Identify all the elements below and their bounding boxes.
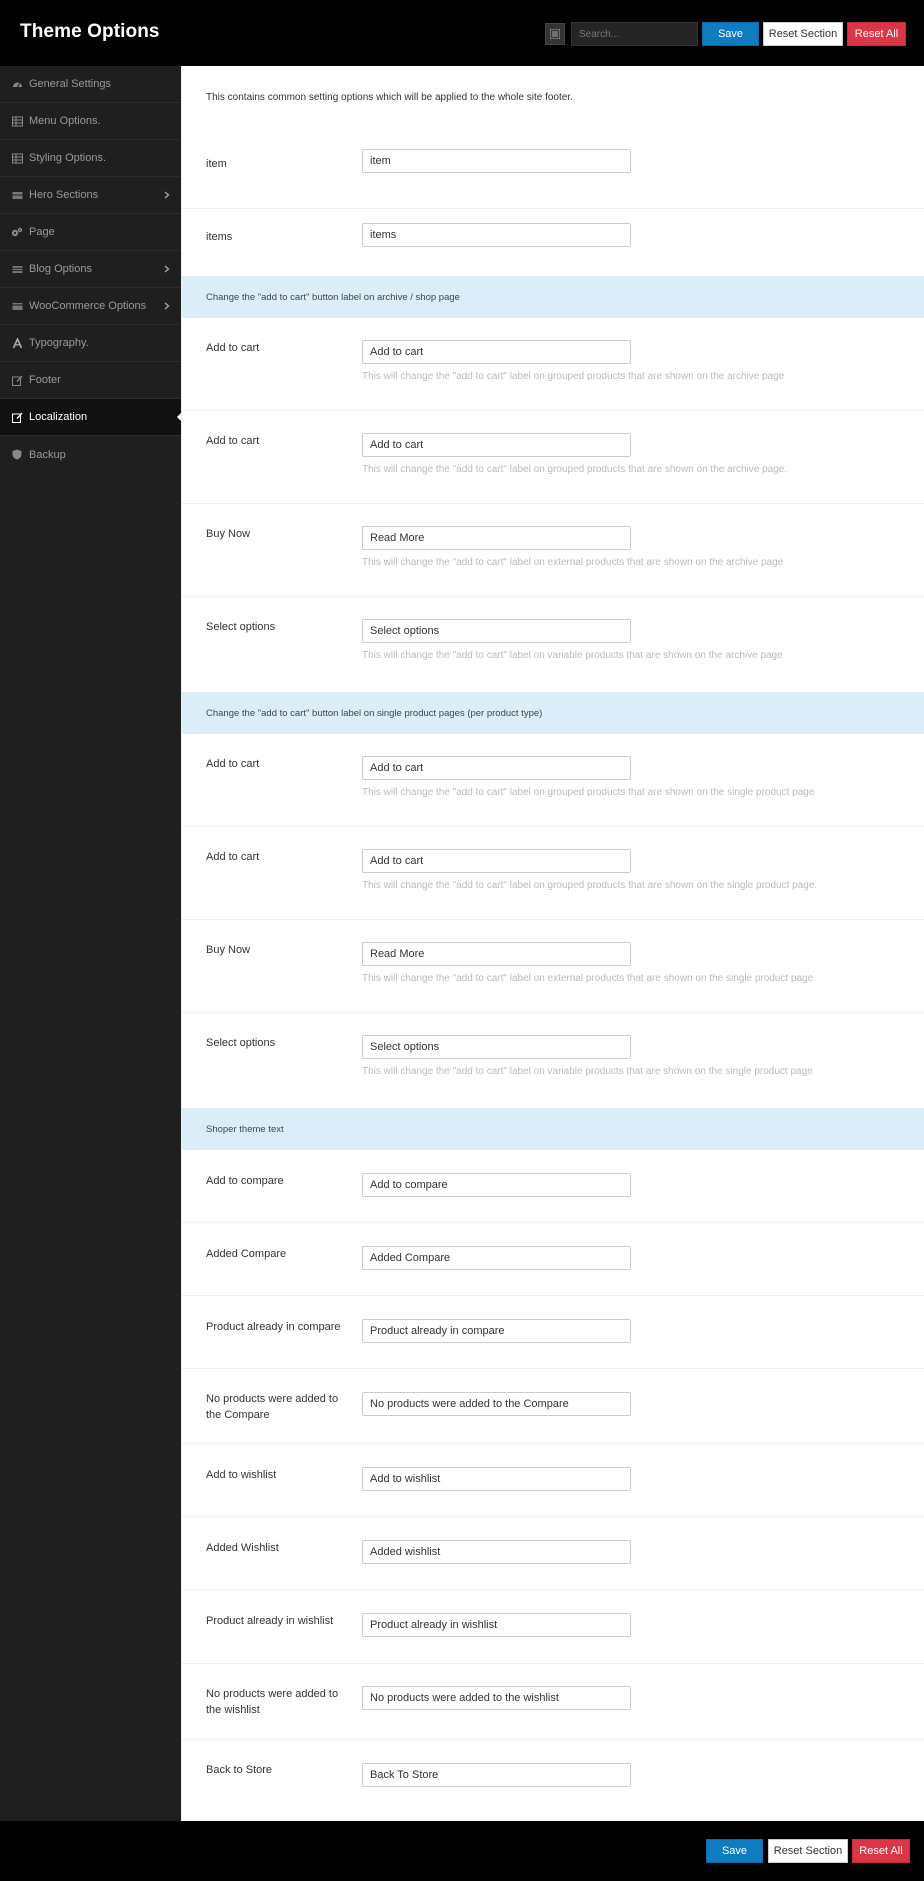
option-label: Buy Now — [206, 944, 251, 956]
option-label: Add to compare — [206, 1175, 284, 1187]
option-row — [182, 1296, 924, 1369]
option-row — [182, 1150, 924, 1223]
text-field[interactable] — [362, 1319, 631, 1343]
option-row — [182, 827, 924, 920]
option-row — [182, 920, 924, 1013]
sidebar-item-localization[interactable] — [0, 399, 181, 436]
option-row — [182, 136, 924, 209]
option-label: Product already in wishlist — [206, 1615, 334, 1627]
sidebar-item-label: Backup — [29, 448, 66, 461]
sidebar-item-label: Localization — [29, 411, 88, 423]
option-label: Added Wishlist — [206, 1542, 279, 1554]
option-row — [182, 411, 924, 504]
sidebar-item-page[interactable] — [0, 214, 181, 251]
sidebar-item-label: Footer — [29, 374, 61, 386]
text-field[interactable] — [362, 223, 631, 247]
font-icon — [11, 337, 23, 349]
text-field[interactable] — [362, 1467, 631, 1491]
option-row — [182, 734, 924, 827]
sidebar-item-menu-options[interactable] — [0, 103, 181, 140]
sidebar-item-general-settings[interactable] — [0, 66, 181, 103]
text-field[interactable] — [362, 149, 631, 173]
option-label: Added Compare — [206, 1248, 287, 1260]
option-label: Select options — [206, 1037, 276, 1049]
reset-section-button[interactable]: Reset Section — [763, 22, 843, 46]
bottom-bar — [0, 1821, 924, 1881]
help-text: This will change the "add to cart" label on variable products that are shown on the archive page — [362, 650, 783, 661]
section-heading: Change the "add to cart" button label on single product pages (per product type) — [182, 692, 924, 734]
option-label: Back to Store — [206, 1764, 273, 1776]
sidebar-item-hero-sections[interactable] — [0, 177, 181, 214]
card-icon — [11, 300, 23, 312]
option-row — [182, 1664, 924, 1740]
sidebar-item-woocommerce-options[interactable] — [0, 288, 181, 325]
sidebar-item-label: Hero Sections — [29, 189, 99, 201]
text-field[interactable] — [362, 756, 631, 780]
sidebar-item-label: WooCommerce Options — [29, 300, 147, 312]
option-row — [182, 318, 924, 411]
sidebar-item-backup[interactable] — [0, 436, 181, 473]
sidebar-item-label: Menu Options. — [29, 115, 101, 127]
text-field[interactable] — [362, 1613, 631, 1637]
text-field[interactable] — [362, 1540, 631, 1564]
option-label: Product already in compare — [206, 1321, 341, 1333]
list-expand-icon — [550, 29, 560, 39]
sidebar — [0, 66, 181, 1821]
text-field[interactable] — [362, 1173, 631, 1197]
dashboard-icon — [11, 78, 23, 90]
sidebar-item-label: Page — [29, 226, 55, 238]
option-row — [182, 1223, 924, 1296]
help-text: This will change the "add to cart" label on grouped products that are shown on the archive page. — [362, 464, 788, 475]
top-bar — [0, 0, 924, 67]
text-field[interactable] — [362, 1763, 631, 1787]
text-field[interactable] — [362, 526, 631, 550]
text-field[interactable] — [362, 1686, 631, 1710]
sidebar-item-footer[interactable] — [0, 362, 181, 399]
list-icon — [11, 263, 23, 275]
option-label: items — [206, 231, 233, 243]
chevron-right-icon — [161, 263, 173, 275]
page-title: Theme Options — [20, 21, 160, 42]
text-field[interactable] — [362, 849, 631, 873]
image-icon — [11, 189, 23, 201]
sidebar-item-styling-options[interactable] — [0, 140, 181, 177]
option-label: item — [206, 158, 227, 170]
option-row — [182, 1444, 924, 1517]
sidebar-item-label: General Settings — [29, 78, 111, 90]
edit-icon — [11, 374, 23, 386]
option-label: Add to wishlist — [206, 1469, 277, 1481]
option-row — [182, 1740, 924, 1820]
help-text: This will change the "add to cart" label on external products that are shown on the single product page — [362, 973, 814, 984]
sidebar-item-typography[interactable] — [0, 325, 181, 362]
option-label: Buy Now — [206, 528, 251, 540]
search-input[interactable] — [571, 22, 698, 46]
option-label: Add to cart — [206, 851, 260, 863]
text-field[interactable] — [362, 619, 631, 643]
text-field[interactable] — [362, 433, 631, 457]
text-field[interactable] — [362, 1035, 631, 1059]
option-row — [182, 209, 924, 277]
sidebar-item-label: Blog Options — [29, 263, 92, 275]
option-row — [182, 597, 924, 690]
grid-icon — [11, 152, 23, 164]
sidebar-item-label: Typography. — [29, 337, 89, 349]
option-row — [182, 1369, 924, 1444]
section-heading: Shoper theme text — [182, 1108, 924, 1150]
section-heading: Change the "add to cart" button label on archive / shop page — [182, 276, 924, 318]
cogs-icon — [11, 226, 23, 238]
option-row — [182, 504, 924, 597]
help-text: This will change the "add to cart" label on variable products that are shown on the single product page — [362, 1066, 813, 1077]
option-label: Add to cart — [206, 758, 260, 770]
expand-options-button[interactable] — [545, 23, 565, 45]
option-label: No products were added to the wishlist — [206, 1688, 339, 1716]
section-description: This contains common setting options which will be applied to the whole site footer. — [206, 92, 573, 103]
option-row — [182, 1517, 924, 1590]
text-field[interactable] — [362, 942, 631, 966]
shield-icon — [11, 449, 23, 461]
grid-icon — [11, 115, 23, 127]
reset-all-button[interactable]: Reset All — [847, 22, 906, 46]
main-panel — [181, 66, 924, 1821]
help-text: This will change the "add to cart" label on external products that are shown on the archive page — [362, 557, 784, 568]
save-button[interactable]: Save — [706, 1839, 763, 1863]
option-row — [182, 1590, 924, 1664]
reset-section-button[interactable]: Reset Section — [768, 1839, 848, 1863]
text-field[interactable] — [362, 1392, 631, 1416]
edit-icon — [11, 411, 23, 423]
help-text: This will change the "add to cart" label on grouped products that are shown on the archive page — [362, 371, 785, 382]
option-label: Add to cart — [206, 435, 260, 447]
chevron-right-icon — [161, 189, 173, 201]
help-text: This will change the "add to cart" label on grouped products that are shown on the single product page — [362, 787, 815, 798]
sidebar-item-blog-options[interactable] — [0, 251, 181, 288]
option-label: Select options — [206, 621, 276, 633]
help-text: This will change the "add to cart" label on grouped products that are shown on the single product page. — [362, 880, 818, 891]
sidebar-item-label: Styling Options. — [29, 152, 107, 164]
chevron-right-icon — [161, 300, 173, 312]
save-button[interactable]: Save — [702, 22, 759, 46]
text-field[interactable] — [362, 340, 631, 364]
option-row — [182, 1013, 924, 1106]
text-field[interactable] — [362, 1246, 631, 1270]
reset-all-button[interactable]: Reset All — [852, 1839, 910, 1863]
option-label: Add to cart — [206, 342, 260, 354]
option-label: No products were added to the Compare — [206, 1393, 339, 1421]
